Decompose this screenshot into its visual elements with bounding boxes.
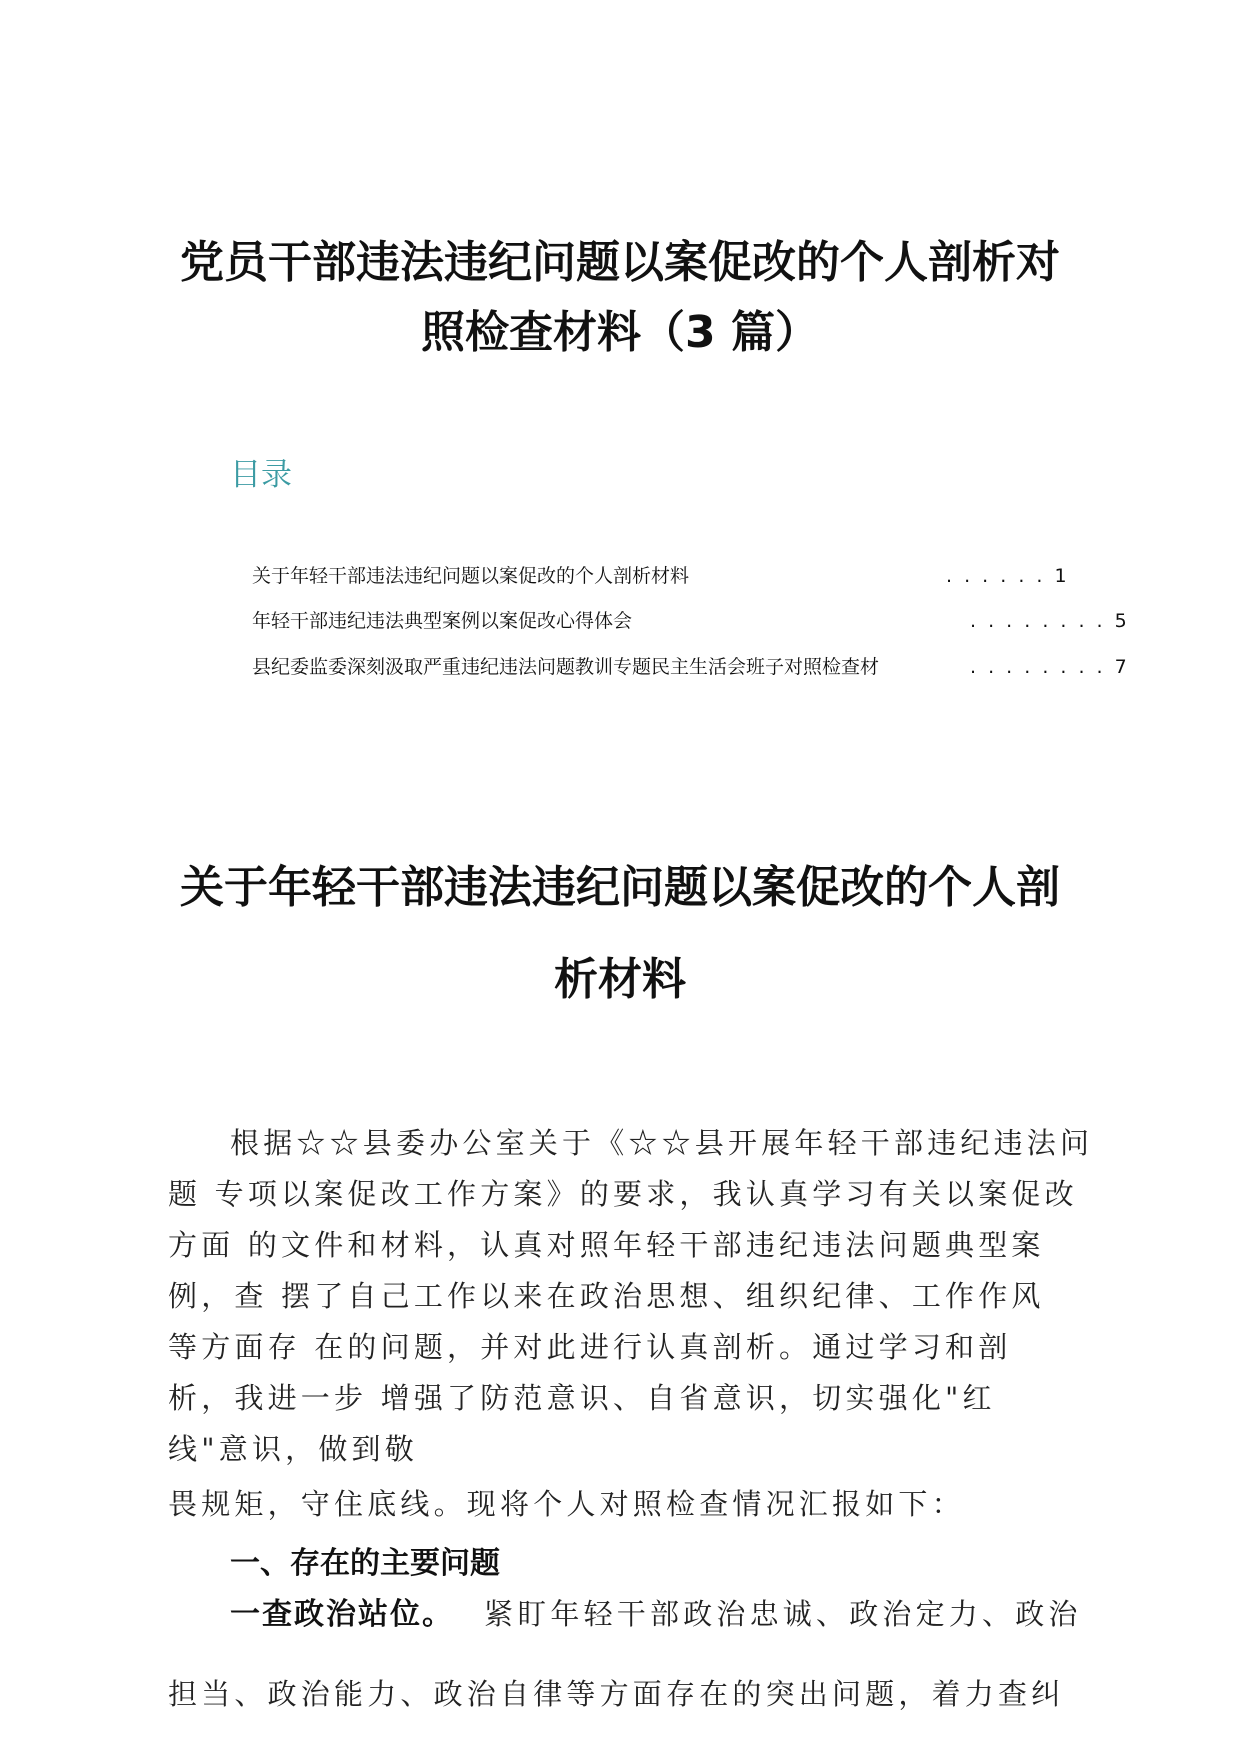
item-political-stance (230, 1592, 1082, 1637)
subheading-main-problems: 一、存在的主要问题 (230, 1546, 500, 1581)
toc-entry-page-number: . . . . . . . . 5 (970, 610, 1130, 632)
toc-entry-page-number: . . . . . . . . 7 (970, 656, 1130, 678)
intro-line-7: 线"意识，做到敬 (168, 1432, 418, 1466)
intro-line-5: 等方面存 在的问题，并对此进行认真剖析。通过学习和剖 (168, 1330, 1012, 1364)
intro-line-2: 题 专项以案促改工作方案》的要求，我认真学习有关以案促改 (168, 1177, 1078, 1211)
toc-entry-democratic-life-meeting[interactable] (252, 653, 1130, 681)
section-title-line-1: 关于年轻干部违法违纪问题以案促改的个人剖 (180, 862, 1060, 913)
item-lead: 一查政治站位。 (230, 1597, 454, 1632)
toc-entry-personal-analysis[interactable] (252, 562, 1070, 590)
intro-paragraph (168, 1118, 1094, 1475)
intro-continuation: 畏规矩，守住底线。现将个人对照检查情况汇报如下： (168, 1487, 965, 1521)
document-title (150, 228, 1090, 368)
section-title-line-2: 析材料 (554, 954, 686, 1005)
toc-entry-page-number: . . . . . . 1 (946, 565, 1070, 587)
toc-entry-title: 县纪委监委深刻汲取严重违纪违法问题教训专题民主生活会班子对照检查材 (252, 656, 880, 678)
toc-entry-case-reflections[interactable] (252, 607, 1130, 635)
toc-entry-title: 年轻干部违纪违法典型案例以案促改心得体会 (252, 610, 633, 632)
intro-line-1: 根据☆☆县委办公室关于《☆☆县开展年轻干部违纪违法问 (230, 1126, 1094, 1160)
item-continuation: 担当、政治能力、政治自律等方面存在的突出问题，着力查纠 (168, 1677, 1065, 1711)
document-title-line-1: 党员干部违法违纪问题以案促改的个人剖析对 (180, 237, 1060, 288)
item-text: 紧盯年轻干部政治忠诚、政治定力、政治 (484, 1597, 1082, 1631)
toc-heading: 目录 (230, 457, 292, 493)
intro-line-6: 析，我进一步 增强了防范意识、自省意识，切实强化"红 (168, 1381, 996, 1415)
toc-entry-title: 关于年轻干部违法违纪问题以案促改的个人剖析材料 (252, 565, 690, 587)
intro-line-4: 例，查 摆了自己工作以来在政治思想、组织纪律、工作作风 (168, 1279, 1045, 1313)
intro-line-3: 方面 的文件和材料，认真对照年轻干部违纪违法问题典型案 (168, 1228, 1045, 1262)
section-title (150, 842, 1090, 1026)
document-title-line-2: 照检查材料（3 篇） (421, 307, 819, 358)
